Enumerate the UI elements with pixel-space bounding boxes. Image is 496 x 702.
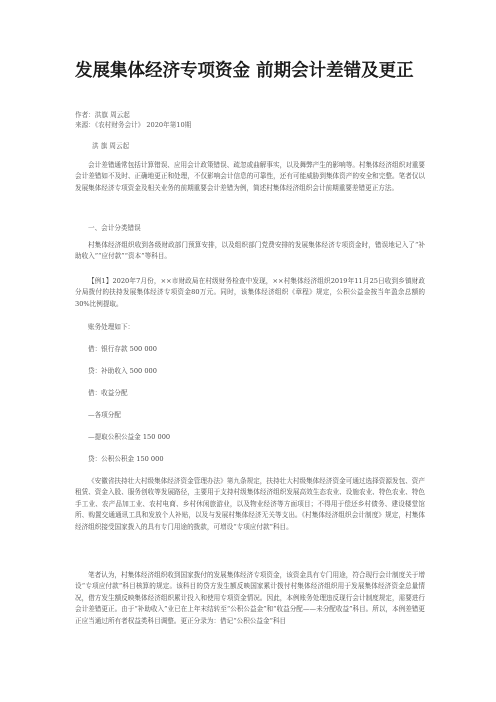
journal-entry-4: —各项分配: [88, 411, 121, 419]
paragraph-2: 《安徽省扶持壮大村级集体经济资金管理办法》第九条规定，扶持壮大村级集体经济资金可通过选择资源发包、资产租赁、资金入股、服务创收等发展路径，主要用于支持村级集体经济组织发展高效生态农业、设施农业、特色农业、特色手工业、农产品加工业、农村电商、乡村休闲旅游业，以及物业经济等方面项目；不得用于偿还乡村债务、建设楼堂馆所、购置交通通讯工具和发放个人补贴，以及与发展村集体经济无关等支出。《村集体经济组织会计制度》规定，村集体经济组织接受国家拨入的具有专门用途的拨款，可增设“专项应付款”科目。: [75, 477, 425, 531]
article-title: 发展集体经济专项资金 前期会计差错及更正: [75, 61, 414, 81]
paragraph-3: 笔者认为，村集体经济组织收到国家拨付的发展集体经济专项资金，该资金具有专门用途，符合现行会计制度关于增设“专项应付款”科目核算的规定。该科目的贷方发生额反映国家累计拨付村集体经济组织用于发展集体经济资金总量情况，借方发生额反映集体经济组织累计投入和使用专项资金情况。因此，本例账务处理违反现行会计制度规定，需要进行会计差错更正。由于“补助收入”业已在上年末结转至“公积公益金”和“收益分配——未分配收益”科目。所以，本例差错更正应当通过所有者权益类科目调整。更正分录为：借记“公积公益金”科目: [75, 571, 425, 625]
section-heading-1: 一、会计分类错误: [88, 224, 141, 232]
entries-label: 账务处理如下：: [88, 323, 135, 331]
paragraph-1: 村集体经济组织收到各级财政部门预算安排，以及组织部门党费安排的发展集体经济专项资金时，错误地记入了“补助收入”“应付款”“资本”等科目。: [75, 241, 425, 261]
article-authors: 作者：洪旗 周云起: [75, 111, 130, 119]
article-byline: 洪 旗 周云起: [92, 142, 130, 150]
example-paragraph: 【例1】2020年7月份，××市财政局在村级财务检查中发现，××村集体经济组织2019年11月25日收到乡镇财政分局拨付的扶持发展集体经济专项资金80万元。同时，该集体经济组织《章程》规定，公积公益金按当年盈余总额的30%比例提取。: [75, 277, 425, 308]
intro-paragraph: 会计差错通常包括计算错误、应用会计政策错误、疏忽或曲解事实，以及舞弊产生的影响等。村集体经济组织对重要会计差错如不及时、正确地更正和处理，不仅影响会计信息的可靠性，还有可能威胁到集体资产的安全和完整。笔者仅以发展集体经济专项资金及相关业务的前期重要会计差错为例，简述村集体经济组织会计前期重要差错更正方法。: [75, 161, 425, 192]
journal-entry-5: —提取公积公益金 150 000: [88, 433, 171, 441]
journal-entry-2: 贷：补助收入 500 000: [88, 367, 157, 375]
journal-entry-1: 借：银行存款 500 000: [88, 345, 157, 353]
article-source: 来源：《农村财务会计》 2020年第10期: [75, 121, 192, 129]
journal-entry-3: 借：收益分配: [88, 389, 128, 397]
journal-entry-6: 贷：公积公积金 150 000: [88, 455, 164, 463]
